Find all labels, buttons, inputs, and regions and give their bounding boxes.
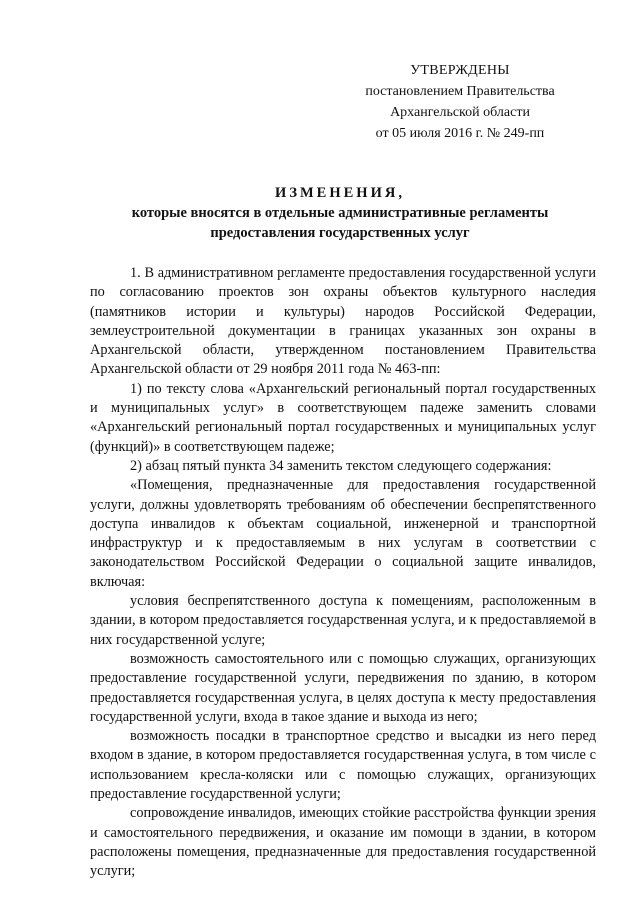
approval-region-line: Архангельской области: [390, 105, 530, 120]
paragraph-subitem-2: 2) абзац пятый пункта 34 заменить текстом следующего содержания:: [130, 457, 552, 474]
paragraph-subitem-1: 1) по тексту слова «Архангельский региональный портал государственных и муниципальных услуг» в соответствующем падеже заменить словами «Архангельский региональный портал государственных и муниципальных услуг (функций)» в соответствующем падеже;: [90, 380, 596, 455]
paragraph-condition-movement: возможность самостоятельного или с помощью служащих, организующих предоставление государственной услуги, передвижения по зданию, в котором предоставляется государственная услуга, в целях доступа к месту предоставления государственной услуги, входа в такое здание и выхода из него;: [90, 650, 596, 725]
approval-heading: УТВЕРЖДЕНЫ: [410, 63, 510, 78]
paragraph-condition-escort: сопровождение инвалидов, имеющих стойкие расстройства функции зрения и самостоятельного передвижения, и оказание им помощи в здании, в котором расположены помещения, предназначенные для предоставления государственной услуги;: [90, 805, 596, 880]
title-subtitle-line-2: предоставления государственных услуг: [210, 225, 470, 241]
title-heading: ИЗМЕНЕНИЯ,: [275, 185, 405, 201]
approval-stamp: [330, 60, 590, 144]
document-body: [90, 264, 596, 882]
approval-decree-line: постановлением Правительства: [365, 84, 555, 99]
paragraph-item-1: 1. В административном регламенте предоставления государственной услуги по согласованию проектов зон охраны объектов культурного наследия (памятников истории и культуры) народов Российской Федерации, землеустроительной документации в границах указанных зон охраны в Архангельской области, утвержденном постановлением Правительства Архангельской области от 29 ноября 2011 года № 463-пп:: [90, 265, 596, 378]
paragraph-quote-intro: «Помещения, предназначенные для предоставления государственной услуги, должны удовлетворять требованиям об обеспечении беспрепятственного доступа инвалидов к объектам социальной, инженерной и транспортной инфраструктур и к предоставляемым в них услугам в соответствии с законодательством Российской Федерации о социальной защите инвалидов, включая:: [90, 477, 596, 590]
approval-date-number-line: от 05 июля 2016 г. № 249-пп: [375, 126, 545, 141]
paragraph-condition-access: условия беспрепятственного доступа к помещениям, расположенным в здании, в котором предоставляется государственная услуга, и к предоставляемой в них государственной услуге;: [90, 593, 596, 648]
document-title: [90, 183, 590, 243]
paragraph-condition-transport: возможность посадки в транспортное средство и высадки из него перед входом в здание, в котором предоставляется государственная услуга, в том числе с использованием кресла-коляски или с помощью служащих, организующих предоставление государственной услуги;: [90, 728, 596, 803]
title-subtitle-line-1: которые вносятся в отдельные административные регламенты: [131, 205, 549, 221]
